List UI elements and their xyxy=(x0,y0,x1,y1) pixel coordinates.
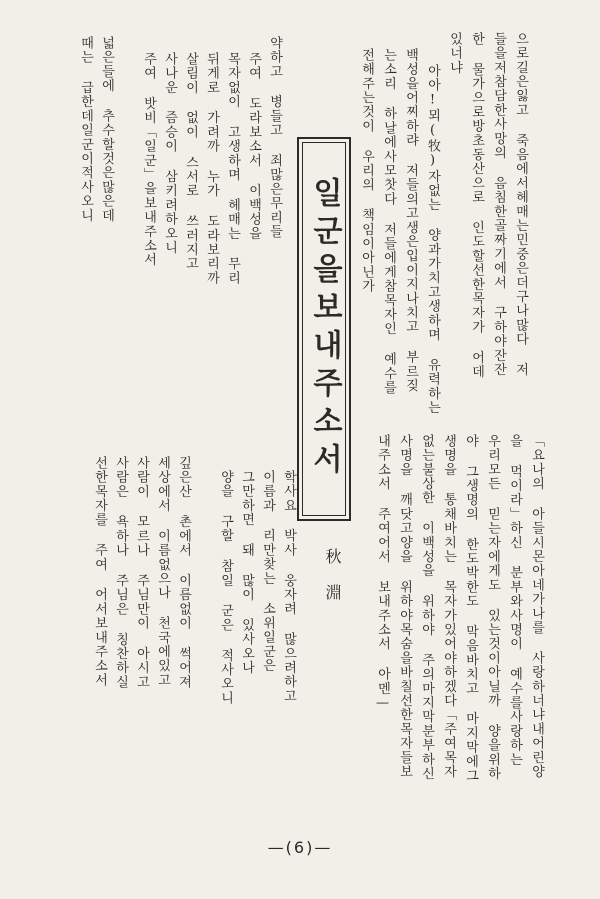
page-number: —(6)— xyxy=(267,838,333,857)
prose-column: 없는불상한 이백성을 위하야 주의마지막분부하신 xyxy=(419,434,434,781)
poem-line: 사람이 모르나 주님만이 아시고 xyxy=(134,456,149,690)
prose-column: 「요나의 아들시몬아네가나를 사랑하너냐내어린양 xyxy=(529,434,544,779)
author-name: 秋淵 xyxy=(323,548,342,620)
prose-column: 야 그생명의 한도박한도 막음바치고 마지막에그 xyxy=(463,434,478,783)
poem-line: 사람은 욕하나 주님은 칭찬하실 xyxy=(113,456,128,690)
poem-line: 양을 구할 참일 군은 적사오니 xyxy=(218,470,233,706)
poem-line: 주여 도라보소서 이백성을 xyxy=(246,52,261,241)
poem-line: 살림이 없이 스서로 쓰러지고 xyxy=(183,52,198,271)
poem-line: 선한목자를 주여 어서보내주소서 xyxy=(92,456,107,688)
prose-column: 는소리 하날에사모찻다 저들에게참목자인 예수를 xyxy=(381,48,396,395)
prose-column: 으로길은잃고 죽음에서헤매는민중은더구나많다 저 xyxy=(513,32,528,377)
poem-line: 이름과 리만찾는 소위일군은 xyxy=(260,470,275,673)
prose-column: 사명을 깨닷고양을 위하야목숨을바칠선한목자들보 xyxy=(397,434,412,779)
prose-column: 생명을 통채바치는 목자가있어야하겠다「주여목자 xyxy=(441,434,456,779)
poem-line: 주여 밧비「일군」을보내주소서 xyxy=(141,52,156,267)
prose-column: 있너냐 xyxy=(447,32,462,75)
prose-column: 아아!뫼(牧)자없는 양과가치고생하며 유력하는 xyxy=(425,64,440,415)
poem-line: 깊은산 촌에서 이름없이 썩어져 xyxy=(176,456,191,690)
prose-column: 내주소서 주여어서 보내주소서 아멘— xyxy=(375,434,390,712)
poem-line: 뒤게로 가려까 누가 도라보리까 xyxy=(204,52,219,286)
title-box xyxy=(297,137,351,521)
prose-column: 을 먹이라」하신 분부와사명이 예수를사랑하는 xyxy=(507,434,522,767)
poem-line: 약하고 병들고 죄많은무리들 xyxy=(267,36,282,239)
prose-column: 들을저참담한사망의 음침한골짜기에서 구하야잔잔 xyxy=(491,32,506,377)
prose-column: 한 물가으로방초동산으로 인도할선한목자가 어데 xyxy=(469,32,484,379)
prose-column: 우리모든 믿는자에게도 있는것이아닐까 양을위하 xyxy=(485,434,500,781)
poem-line: 사나운 즘승이 삼키려하오니 xyxy=(162,52,177,255)
prose-column: 백성을어찌하랴 저들의고생은입이지나치고 부르짖 xyxy=(403,48,418,393)
poem-line: 세상에서 이름없으나 천국에있고 xyxy=(155,456,170,688)
poem-line: 때는 급한데일군이적사오니 xyxy=(78,36,93,223)
poem-line: 그만하면 돼 많이 있사오나 xyxy=(239,470,254,675)
poem-line: 목자없이 고생하며 헤매는 무리 xyxy=(225,52,240,286)
poem-line: 넓은들에 추수할것은많은데 xyxy=(99,36,114,223)
prose-column: 전해주는것이 우리의 책임이아닌가 xyxy=(359,48,374,294)
poem-line: 학사요 박사 웅자려 많으려하고 xyxy=(281,470,296,704)
article-title: 일군을보내주소서 xyxy=(307,177,342,481)
